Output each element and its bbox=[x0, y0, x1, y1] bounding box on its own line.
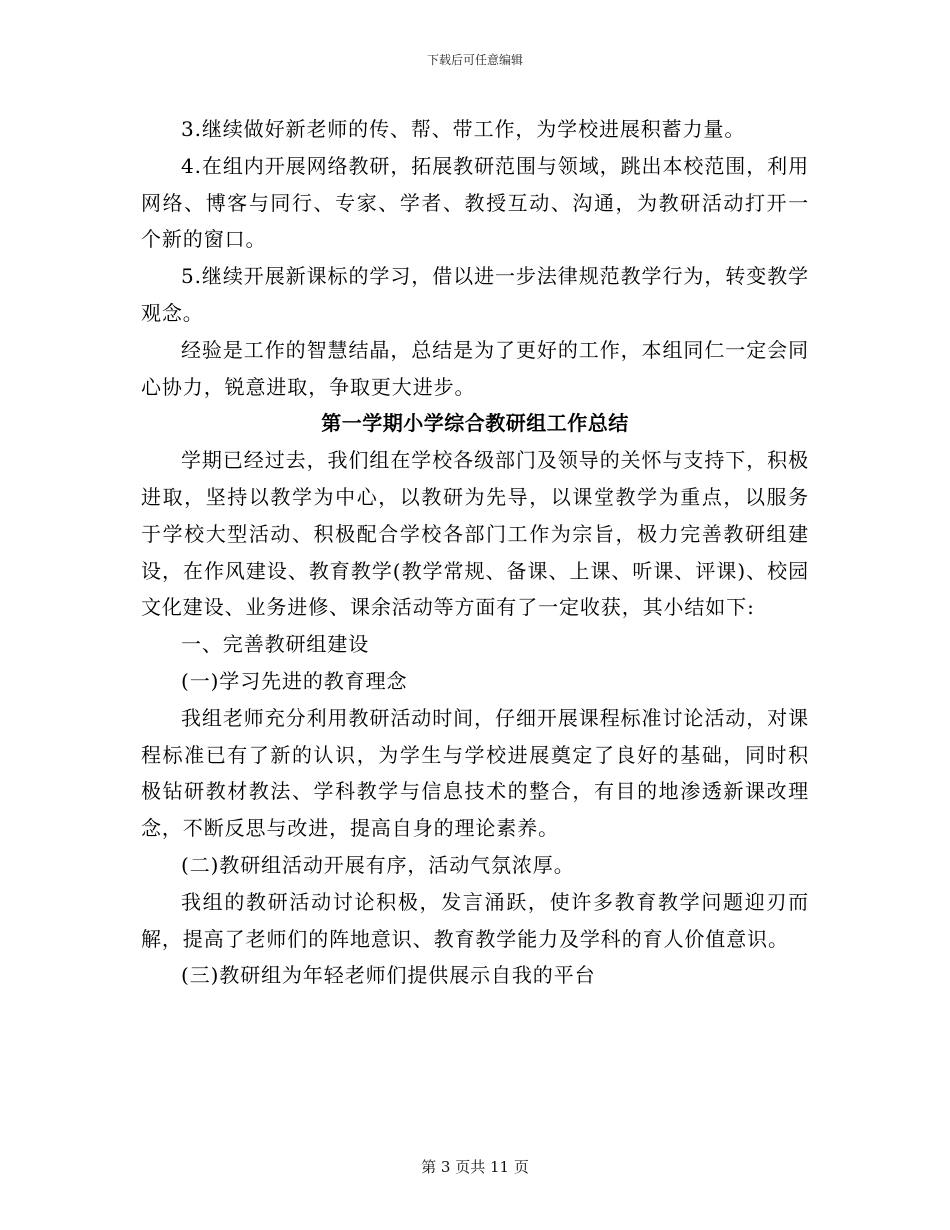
section-title: 第一学期小学综合教研组工作总结 bbox=[321, 411, 629, 436]
paragraph-body-second: 我组的教研活动讨论积极，发言涌跃，使许多教育教学问题迎刃而解，提高了老师们的阵地意识、教育教学能力及学科的育人价值意识。 bbox=[141, 889, 809, 951]
paragraph-item-3: 3.继续做好新老师的传、帮、带工作，为学校进展积蓄力量。 bbox=[181, 117, 746, 141]
paragraph-item-4: 4.在组内开展网络教研，拓展教研范围与领域，跳出本校范围，利用网络、博客与同行、专家、学者、教授互动、沟通，为教研活动打开一个新的窗口。 bbox=[141, 153, 809, 252]
page-footer: 第 3 页共 11 页 bbox=[421, 1158, 529, 1176]
heading-level-2-third: (三)教研组为年轻老师们提供展示自我的平台 bbox=[181, 963, 596, 988]
paragraph-body-first: 我组老师充分利用教研活动时间，仔细开展课程标准讨论活动，对课程标准已有了新的认识，为学生与学校进展奠定了良好的基础，同时积极钻研教材教法、学科教学与信息技术的整合，有目的地渗透新课改理念，不断反思与改进，提高自身的理论素养。 bbox=[141, 705, 809, 841]
document-body bbox=[141, 111, 809, 994]
paragraph-conclusion: 经验是工作的智慧结晶，总结是为了更好的工作，本组同仁一定会同心协力，锐意进取，争取更大进步。 bbox=[141, 337, 809, 399]
heading-level-2-first: (一)学习先进的教育理念 bbox=[181, 668, 408, 693]
heading-level-2-second: (二)教研组活动开展有序，活动气氛浓厚。 bbox=[181, 852, 575, 877]
heading-level-1: 一、完善教研组建设 bbox=[181, 632, 370, 657]
paragraph-intro: 学期已经过去，我们组在学校各级部门及领导的关怀与支持下，积极进取，坚持以教学为中心，以教研为先导，以课堂教学为重点，以服务于学校大型活动、积极配合学校各部门工作为宗旨，极力完善教研组建设，在作风建设、教育教学(教学常规、备课、上课、听课、评课)、校园文化建设、业务进修、课余活动等方面有了一定收获，其小结如下: bbox=[141, 448, 809, 620]
page-header: 下载后可任意编辑 bbox=[426, 53, 523, 67]
paragraph-item-5: 5.继续开展新课标的学习，借以进一步法律规范教学行为，转变教学观念。 bbox=[141, 264, 809, 325]
